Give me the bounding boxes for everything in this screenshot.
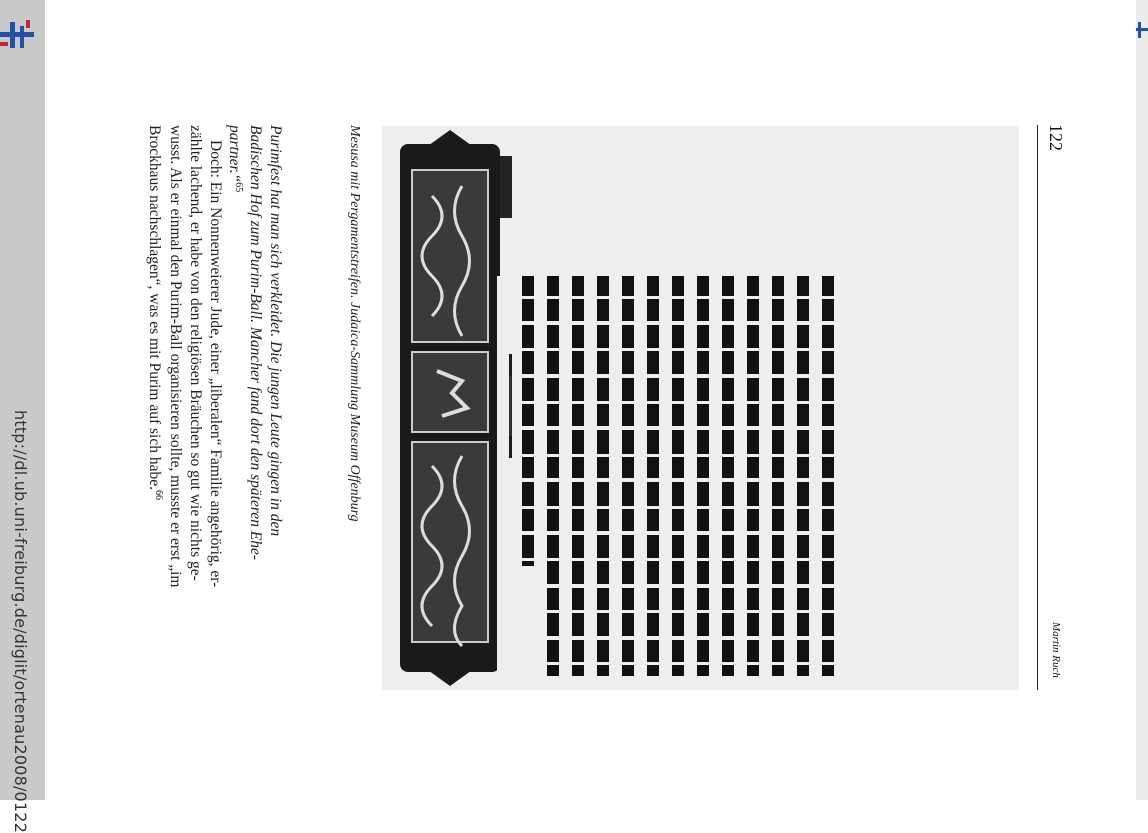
figure-photograph: [382, 126, 1019, 690]
source-url-text[interactable]: http://dl.ub.uni-freiburg.de/diglit/ortenau2008/0122: [11, 410, 30, 833]
running-head-author: Martin Ruch: [1050, 622, 1062, 678]
paragraph-line-text: Brockhaus nachschlagen“, was es mit Purim auf sich habe.: [145, 125, 163, 491]
right-logo-icon: [1136, 20, 1148, 40]
paragraph-line: Purimfest hat man sich verkleidet. Die jungen Leute gingen in den: [267, 125, 284, 537]
mezuzah-image: [382, 126, 1019, 690]
paragraph-line: [225, 125, 244, 192]
paragraph-line: [145, 125, 164, 500]
paragraph-line: Badischen Hof zum Purim-Ball. Mancher fand dort den späteren Ehe-: [247, 125, 264, 561]
footnote-ref: 66: [153, 490, 164, 501]
page-number: 122: [1046, 124, 1066, 151]
paragraph-line: wusst. Als er einmal den Purim-Ball organisieren sollte, musste er erst „im: [167, 125, 184, 588]
viewer-sidebar: [0, 0, 45, 833]
source-url[interactable]: [8, 0, 30, 833]
figure-caption: Mesusa mit Pergamentstreifen. Judaica-Sammlung Museum Offenburg: [347, 125, 362, 522]
paragraph-line: zählte lachend, er habe von den religiösen Bräuchen so gut wie nichts ge-: [187, 125, 204, 581]
footnote-ref: 65: [233, 182, 244, 193]
paragraph-line-text: partner.“: [225, 125, 243, 183]
header-rule: [1037, 125, 1038, 690]
paragraph-line: Doch: Ein Nonnenweierer Jude, einer „liberalen“ Familie angehörig, er-: [207, 140, 224, 588]
right-edge-bar: [1136, 0, 1148, 800]
